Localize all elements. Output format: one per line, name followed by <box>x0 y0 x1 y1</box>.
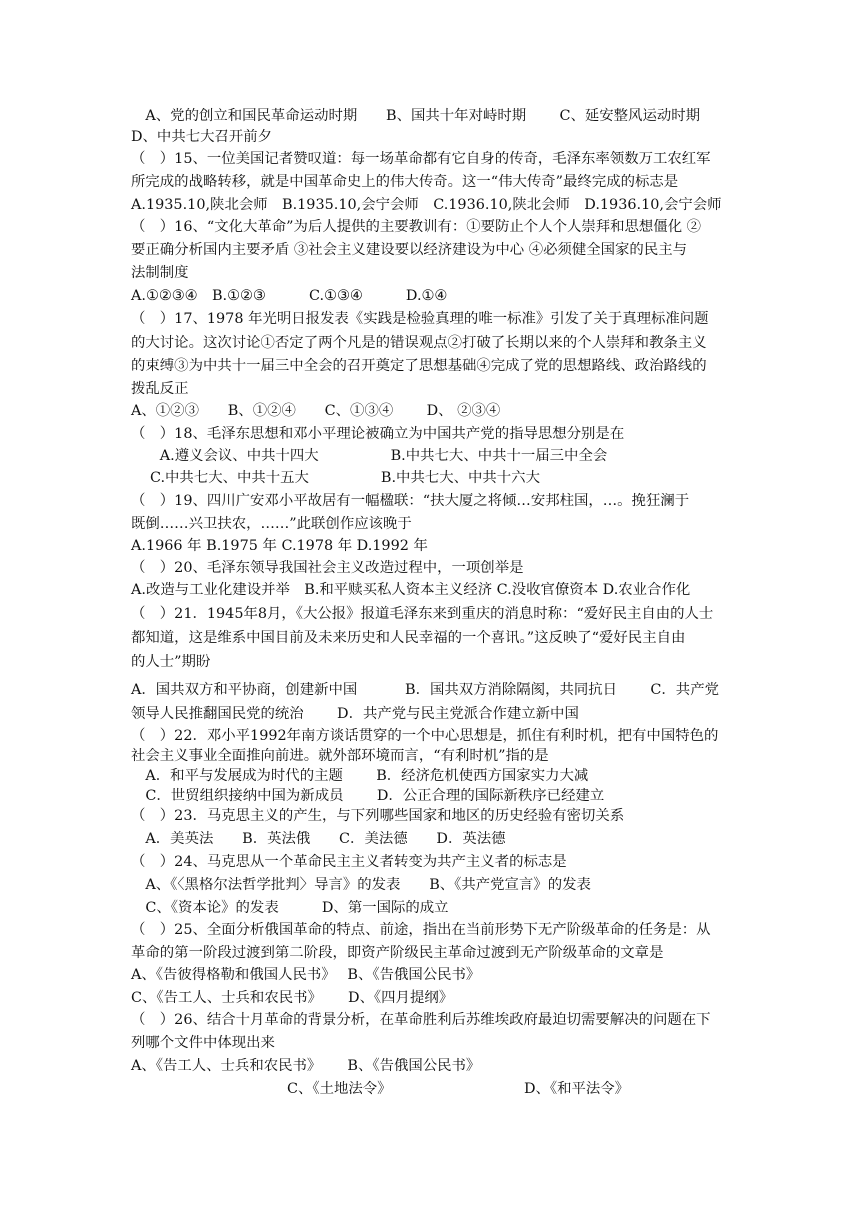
q22-stem-line-1: （ ）22．邓小平1992年南方谈话贯穿的一个中心思想是，抓住有利时机，把有中国特色的 <box>131 728 719 744</box>
q17-stem-line-2: 的大讨论。这次讨论①否定了两个凡是的错误观点②打破了长期以来的个人崇拜和教条主义 <box>131 335 707 351</box>
q23-options: A．美英法 B．英法俄 C．美法德 D．英法德 <box>131 831 506 847</box>
q14-option-d: D、中共七大召开前夕 <box>131 129 273 145</box>
q21-stem-line-2: 都知道，这是维系中国目前及未来历史和人民幸福的一个喜讯。”这反映了“爱好民主自由 <box>131 630 686 646</box>
q22-stem-line-2: 社会主义事业全面推向前进。就外部环境而言，“有利时机”指的是 <box>131 748 549 764</box>
q19-stem-line-2: 既倒……兴卫扶农，……”此联创作应该晚于 <box>131 516 412 532</box>
q25-options-cd: C、《告工人、士兵和农民书》 D、《四月提纲》 <box>131 990 454 1006</box>
q17-options: A、①②③ B、①②④ C、①③④ D、 ②③④ <box>131 403 501 419</box>
q25-options-ab: A、《告彼得格勒和俄国人民书》 B、《告俄国公民书》 <box>131 967 481 983</box>
q16-stem-line-1: （ ）16、“文化大革命”为后人提供的主要教训有：①要防止个人个人崇拜和思想僵化 ② <box>131 219 702 235</box>
q21-options-line-2: 领导人民推翻国民党的统治 D．共产党与民主党派合作建立新中国 <box>131 706 579 722</box>
q22-options-cd: C．世贸组织接纳中国为新成员 D．公正合理的国际新秩序已经建立 <box>131 788 605 804</box>
q21-options-line-1: A．国共双方和平协商，创建新中国 B．国共双方消除隔阂，共同抗日 C．共产党 <box>131 682 719 698</box>
q20-stem: （ ）20、毛泽东领导我国社会主义改造过程中，一项创举是 <box>131 560 524 576</box>
q20-options: A.改造与工业化建设并举 B.和平赎买私人资本主义经济 C.没收官僚资本 D.农业合作化 <box>131 582 691 598</box>
q24-options-ab: A、《〈黑格尔法哲学批判〉导言》的发表 B、《共产党宣言》的发表 <box>131 877 591 893</box>
q21-stem-line-3: 的人士”期盼 <box>131 654 211 670</box>
q25-stem-line-1: （ ）25、全面分析俄国革命的特点、前途，指出在当前形势下无产阶级革命的任务是：从 <box>131 922 711 938</box>
q15-stem-line-2: 所完成的战略转移，就是中国革命史上的伟大传奇。这一“伟大传奇”最终完成的标志是 <box>131 174 679 190</box>
q15-options: A.1935.10,陕北会师 B.1935.10,会宁会师 C.1936.10,陕北会师 D.1936.10,会宁会师 <box>131 197 722 213</box>
q24-options-cd: C、《资本论》的发表 D、第一国际的成立 <box>131 900 449 916</box>
q21-stem-line-1: （ ）21．1945年8月，《大公报》报道毛泽东来到重庆的消息时称：“爱好民主自由的人士 <box>131 606 714 622</box>
q14-options-abc: A、党的创立和国民革命运动时期 B、国共十年对峙时期 C、延安整风运动时期 <box>131 108 701 124</box>
q17-stem-line-1: （ ）17、1978 年光明日报发表《实践是检验真理的唯一标准》引发了关于真理标准问题 <box>131 311 709 327</box>
q18-options-ab: A.遵义会议、中共十四大 B.中共七大、中共十一届三中全会 <box>131 448 608 464</box>
q26-options-ab: A、《告工人、士兵和农民书》 B、《告俄国公民书》 <box>131 1058 481 1074</box>
q18-stem: （ ）18、毛泽东思想和邓小平理论被确立为中国共产党的指导思想分别是在 <box>131 426 625 442</box>
q25-stem-line-2: 革命的第一阶段过渡到第二阶段，即资产阶级民主革命过渡到无产阶级革命的文章是 <box>131 945 664 961</box>
q26-option-d: D、《和平法令》 <box>524 1081 630 1097</box>
q18-options-cd: C.中共七大、中共十五大 B.中共七大、中共十六大 <box>131 470 540 486</box>
q15-stem-line-1: （ ）15、一位美国记者赞叹道：每一场革命都有它自身的传奇，毛泽东率领数万工农红军 <box>131 151 711 167</box>
q16-options: A.①②③④ B.①②③ C.①③④ D.①④ <box>131 288 448 304</box>
q16-stem-line-2: 要正确分析国内主要矛盾 ③社会主义建设要以经济建设为中心 ④必须健全国家的民主与 <box>131 242 687 258</box>
q22-options-ab: A．和平与发展成为时代的主题 B．经济危机使西方国家实力大减 <box>131 768 589 784</box>
q26-option-c: C、《土地法令》 <box>287 1081 392 1097</box>
q24-stem: （ ）24、马克思从一个革命民主主义者转变为共产主义者的标志是 <box>131 854 567 870</box>
q23-stem: （ ）23．马克思主义的产生，与下列哪些国家和地区的历史经验有密切关系 <box>131 808 625 824</box>
q19-options: A.1966 年 B.1975 年 C.1978 年 D.1992 年 <box>131 538 428 554</box>
q26-stem-line-2: 列哪个文件中体现出来 <box>131 1035 275 1051</box>
q26-stem-line-1: （ ）26、结合十月革命的背景分析，在革命胜利后苏维埃政府最迫切需要解决的问题在下 <box>131 1012 711 1028</box>
q16-stem-line-3: 法制制度 <box>131 265 189 281</box>
q19-stem-line-1: （ ）19、四川广安邓小平故居有一幅楹联：“扶大厦之将倾…安邦柱国，…。挽狂澜于 <box>131 493 690 509</box>
q17-stem-line-4: 拨乱反正 <box>131 381 189 397</box>
q17-stem-line-3: 的束缚③为中共十一届三中全会的召开奠定了思想基础④完成了党的思想路线、政治路线的 <box>131 358 707 374</box>
